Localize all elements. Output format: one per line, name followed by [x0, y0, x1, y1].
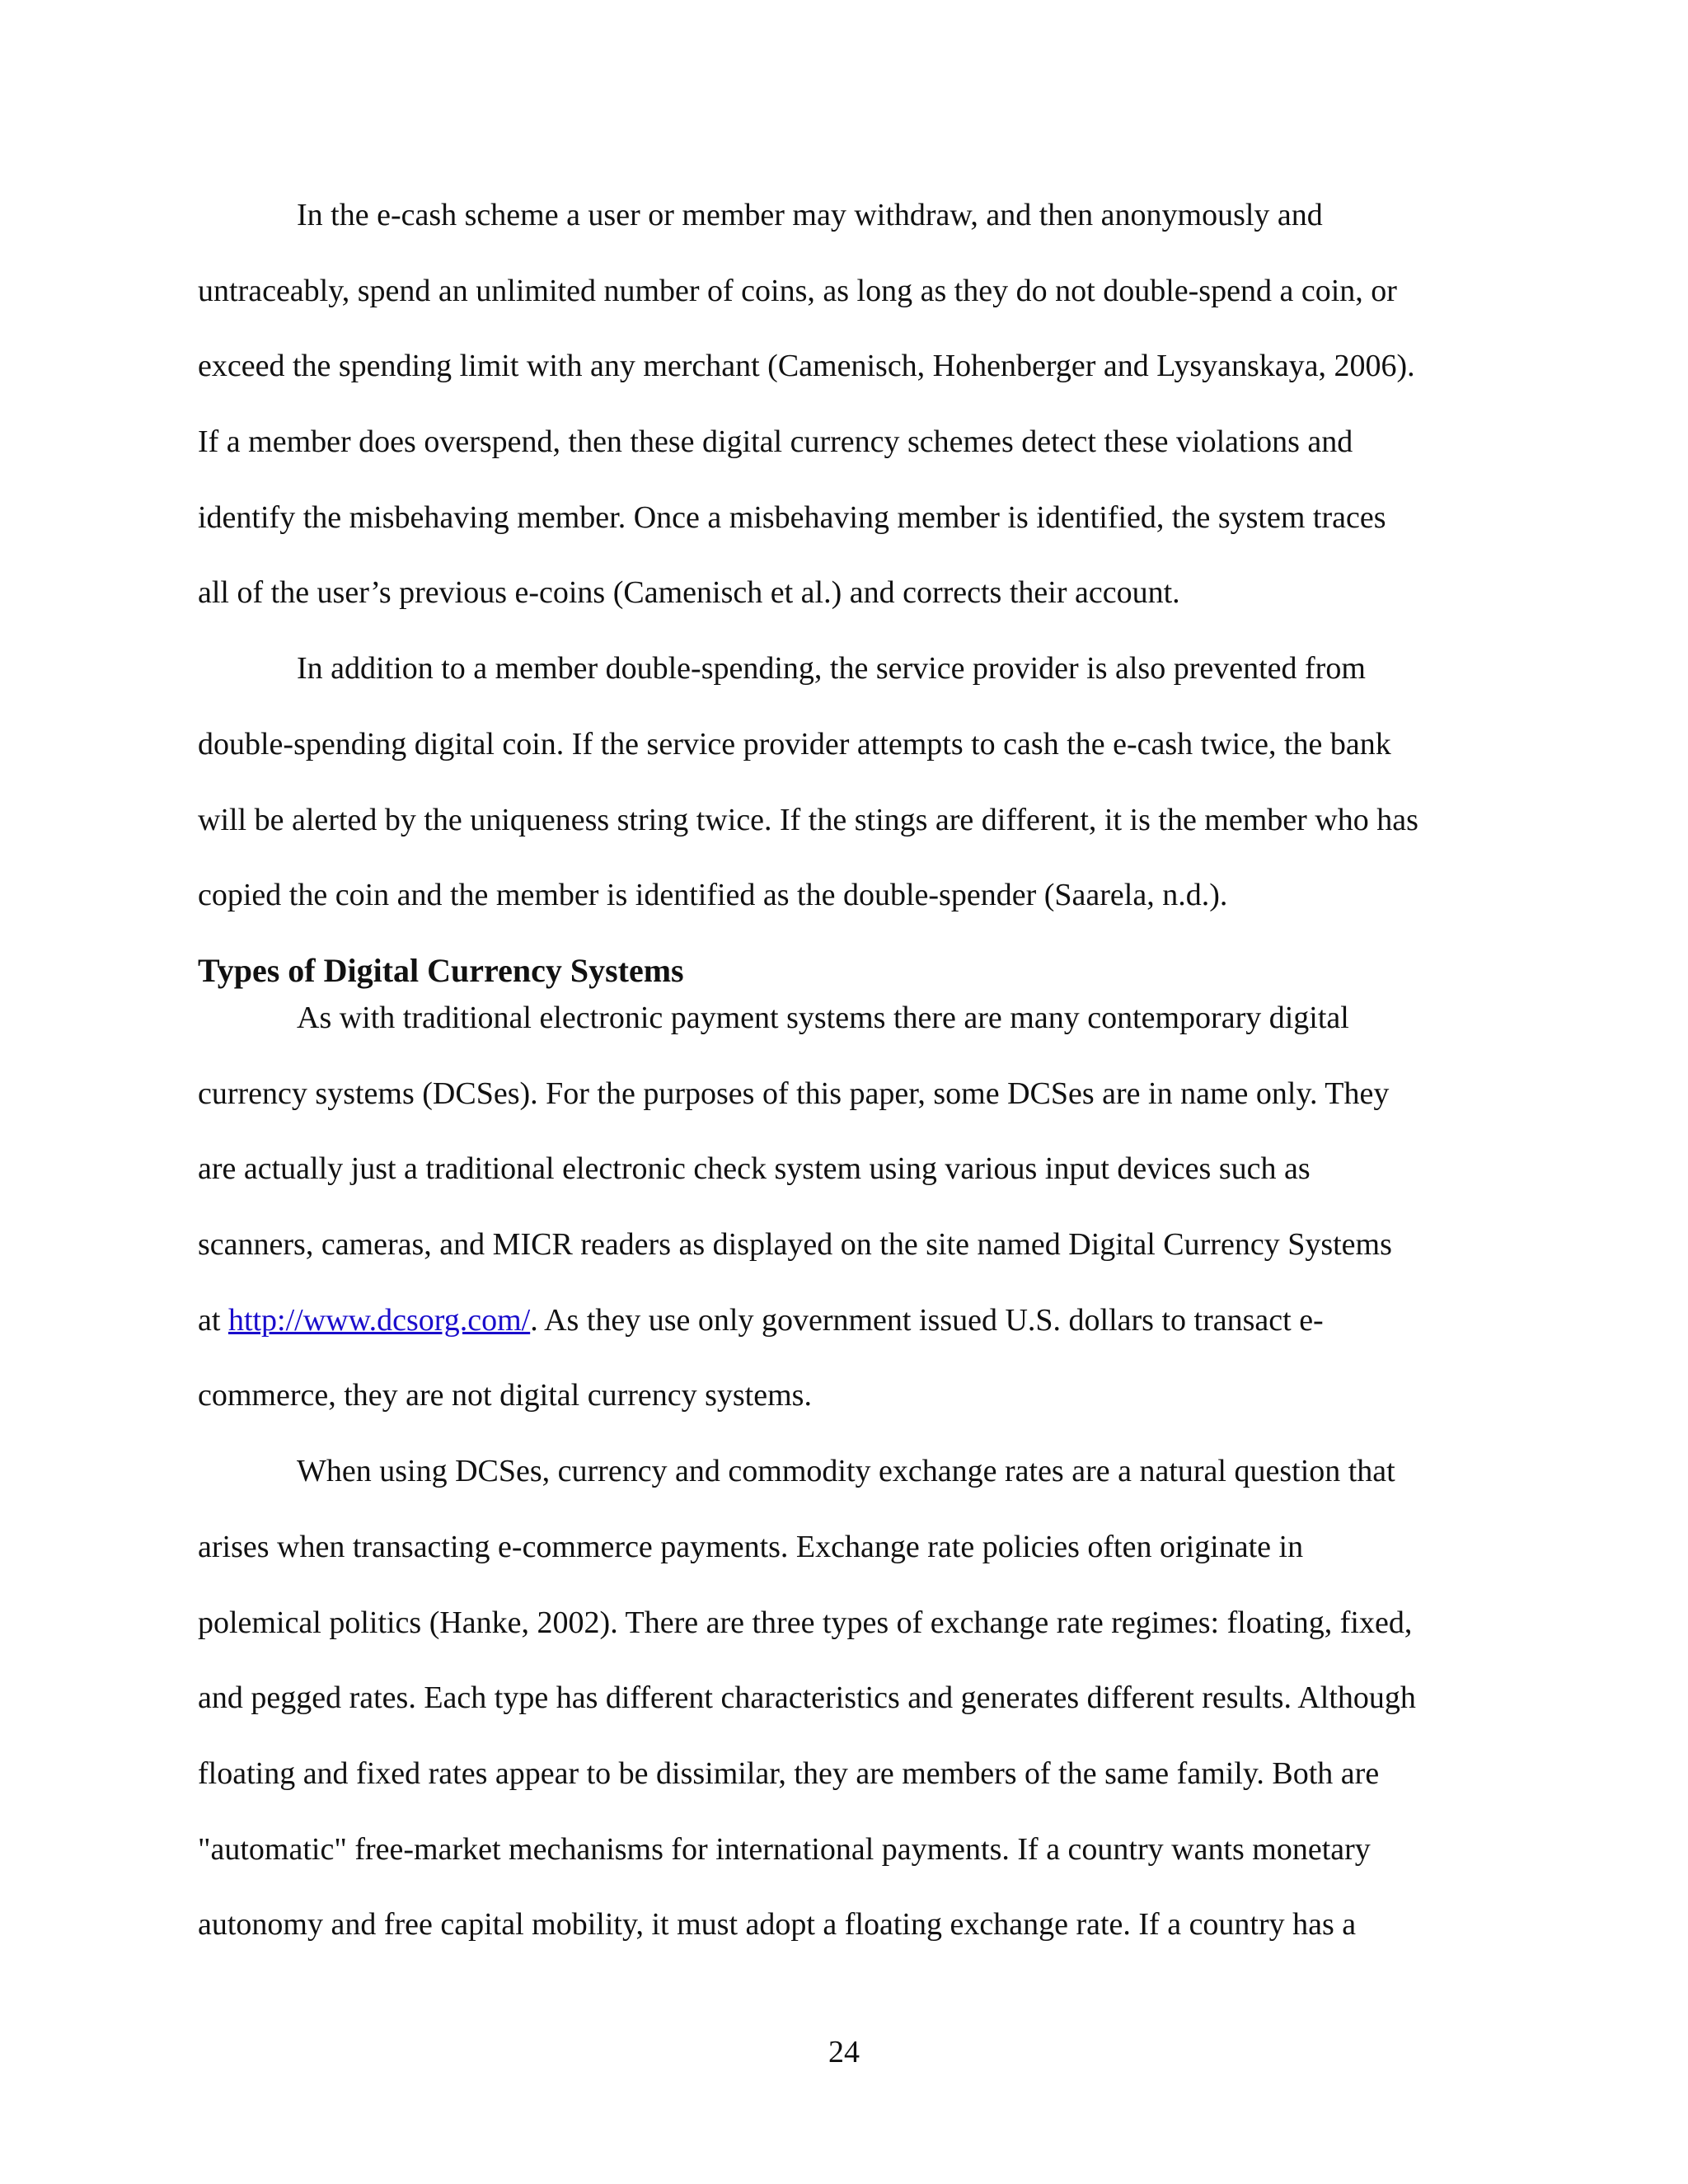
text-line: autonomy and free capital mobility, it must adopt a floating exchange rate. If a country has a	[198, 1907, 1357, 1943]
text-line: all of the user’s previous e-coins (Camenisch et al.) and corrects their account.	[198, 575, 1180, 611]
link-prefix: at	[198, 1302, 228, 1338]
text-line: copied the coin and the member is identified as the double-spender (Saarela, n.d.).	[198, 878, 1228, 913]
section-body	[198, 981, 1490, 1963]
text-line: exceed the spending limit with any merchant (Camenisch, Hohenberger and Lysyanskaya, 2006).	[198, 349, 1415, 384]
paragraph-ecash-scheme	[198, 178, 1490, 934]
text-line: "automatic" free-market mechanisms for international payments. If a country wants monetary	[198, 1831, 1371, 1867]
text-line-with-link	[198, 1283, 1490, 1359]
text-line: will be alerted by the uniqueness string twice. If the stings are different, it is the member who has	[198, 802, 1418, 837]
paragraph-text	[198, 178, 1490, 934]
paragraph-dcs-types	[198, 981, 1490, 1963]
page-number: 24	[828, 2035, 860, 2069]
text-line: In addition to a member double-spending, the service provider is also prevented from	[297, 651, 1366, 687]
text-line: arises when transacting e-commerce payments. Exchange rate policies often originate in	[198, 1529, 1304, 1564]
dcsorg-link[interactable]: http://www.dcsorg.com/	[227, 1302, 531, 1338]
text-line: untraceably, spend an unlimited number of coins, as long as they do not double-spend a coin, or	[198, 273, 1397, 308]
text-line: scanners, cameras, and MICR readers as displayed on the site named Digital Currency Systems	[198, 1227, 1392, 1263]
text-line: commerce, they are not digital currency systems.	[198, 1378, 812, 1413]
text-line: identify the misbehaving member. Once a misbehaving member is identified, the system traces	[198, 499, 1386, 535]
text-line: double-spending digital coin. If the service provider attempts to cash the e-cash twice, the bank	[198, 726, 1391, 762]
link-suffix: . As they use only government issued U.S. dollars to transact e-	[530, 1302, 1324, 1338]
text-line: are actually just a traditional electronic check system using various input devices such as	[198, 1151, 1311, 1187]
text-line: In the e-cash scheme a user or member may withdraw, and then anonymously and	[297, 198, 1323, 232]
text-line: floating and fixed rates appear to be dissimilar, they are members of the same family. Both are	[198, 1755, 1380, 1791]
text-line: and pegged rates. Each type has different characteristics and generates different results. Although	[198, 1680, 1416, 1716]
text-line: As with traditional electronic payment systems there are many contemporary digital	[297, 1001, 1349, 1035]
section-heading: Types of Digital Currency Systems	[198, 952, 684, 989]
text-line: When using DCSes, currency and commodity exchange rates are a natural question that	[297, 1454, 1395, 1489]
text-line: polemical politics (Hanke, 2002). There are three types of exchange rate regimes: floating, fixed,	[198, 1605, 1413, 1640]
text-line: currency systems (DCSes). For the purposes of this paper, some DCSes are in name only. They	[198, 1076, 1390, 1111]
text-line: If a member does overspend, then these digital currency schemes detect these violations and	[198, 424, 1353, 460]
